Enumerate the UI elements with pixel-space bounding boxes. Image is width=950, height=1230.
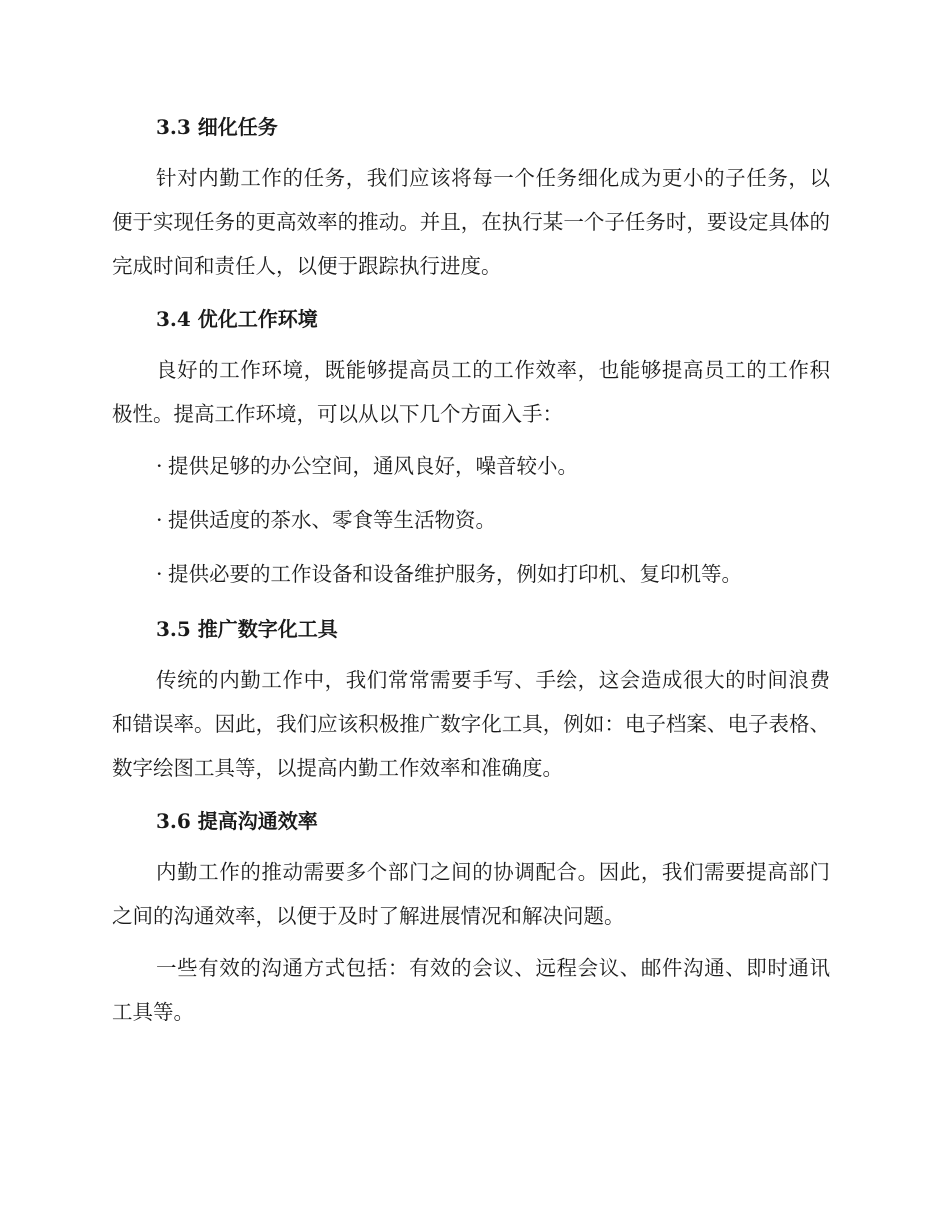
bullet-item [112, 444, 830, 488]
bullet-text: 提供足够的办公空间，通风良好，噪音较小。 [168, 454, 578, 478]
section-heading: 3.3 细化任务 [156, 115, 278, 139]
paragraph: 针对内勤工作的任务，我们应该将每一个任务细化成为更小的子任务，以便于实现任务的更高效率的推动。并且，在执行某一个子任务时，要设定具体的完成时间和责任人，以便于跟踪执行进度。 [112, 166, 830, 278]
section-heading: 3.6 提高沟通效率 [156, 809, 318, 833]
paragraph: 一些有效的沟通方式包括：有效的会议、远程会议、邮件沟通、即时通讯工具等。 [112, 956, 830, 1024]
bullet-dot: · [156, 454, 163, 478]
paragraph: 传统的内勤工作中，我们常常需要手写、手绘，这会造成很大的时间浪费和错误率。因此，我们应该积极推广数字化工具，例如：电子档案、电子表格、数字绘图工具等，以提高内勤工作效率和准确度。 [112, 668, 830, 780]
paragraph: 良好的工作环境，既能够提高员工的工作效率，也能够提高员工的工作积极性。提高工作环境，可以从以下几个方面入手： [112, 358, 830, 426]
section-heading: 3.4 优化工作环境 [156, 307, 318, 331]
bullet-dot: · [156, 562, 163, 586]
bullet-text: 提供必要的工作设备和设备维护服务，例如打印机、复印机等。 [168, 562, 742, 586]
bullet-dot: · [156, 508, 163, 532]
document-page [112, 104, 830, 1042]
bullet-item [112, 498, 830, 542]
paragraph: 内勤工作的推动需要多个部门之间的协调配合。因此，我们需要提高部门之间的沟通效率，以便于及时了解进展情况和解决问题。 [112, 860, 830, 928]
bullet-item [112, 552, 830, 596]
section-heading: 3.5 推广数字化工具 [156, 617, 338, 641]
bullet-text: 提供适度的茶水、零食等生活物资。 [168, 508, 496, 532]
